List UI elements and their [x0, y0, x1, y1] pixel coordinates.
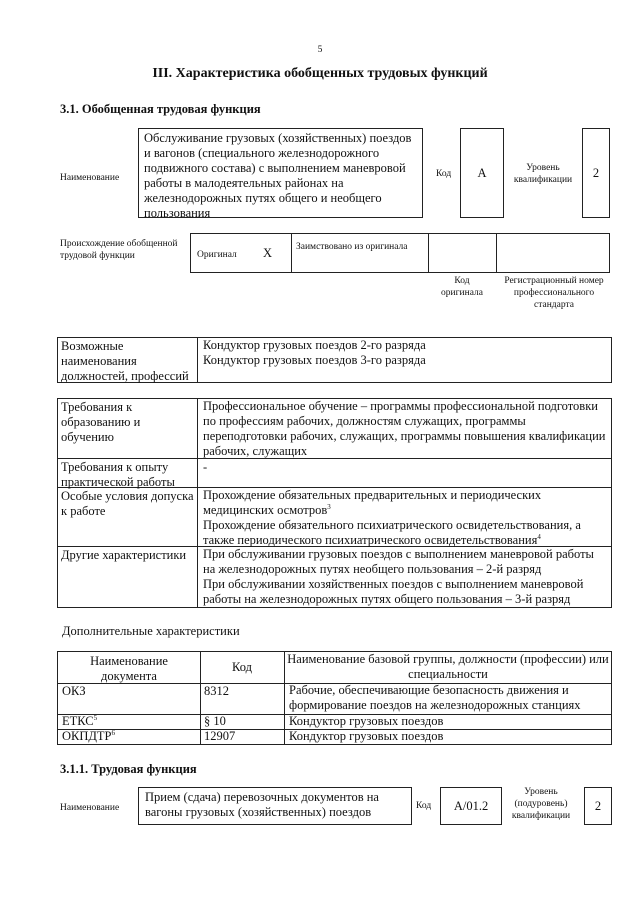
gtf-name-value: Обслуживание грузовых (хозяйственных) поездов и вагонов (специального железнодорожного подвижного состава) с выполнением маневровой работы в малодеятельных районах на железнодорожных путях общего и необщего пользования: [144, 131, 412, 220]
positions-label: Возможные наименования должностей, профессий: [61, 339, 189, 383]
req-education-label: Требования к образованию и обучению: [61, 400, 141, 444]
tf-code-box: [440, 787, 502, 825]
position-item: Кондуктор грузовых поездов 3-го разряда: [203, 353, 426, 367]
subsection-title: 3.1. Обобщенная трудовая функция: [60, 102, 261, 116]
origin-reg-caption: Регистрационный номер профессионального стандарта: [504, 276, 604, 310]
req-other-text-1: При обслуживании грузовых поездов с выполнением маневровой работы на железнодорожных путях необщего пользования – 2-й разряд: [203, 547, 594, 576]
additional-row-name: Кондуктор грузовых поездов: [289, 729, 444, 743]
req-special-text-1: Прохождение обязательных предварительных и периодических медицинских осмотров: [203, 488, 542, 517]
origin-original-mark: X: [263, 246, 273, 260]
gtf-name-label: Наименование: [60, 173, 120, 183]
origin-borrowed-label: Заимствовано из оригинала: [296, 242, 408, 252]
gtf-level-box: [582, 128, 610, 218]
footnote-mark: 5: [93, 713, 98, 722]
gtf-code-label: Код: [436, 169, 452, 179]
tf-level-label: Уровень (подуровень) квалификации: [511, 787, 571, 821]
origin-table: [190, 233, 610, 273]
additional-row-code: 8312: [204, 684, 229, 698]
additional-row-name: Рабочие, обеспечивающие безопасность движения и формирование поездов на железнодорожных станциях: [289, 683, 581, 712]
gtf-name-box: [138, 128, 423, 218]
req-special-value: [203, 488, 609, 548]
page-number: 5: [317, 45, 323, 55]
tf-level-box: [584, 787, 612, 825]
footnote-mark: 4: [537, 532, 541, 541]
tf-code-value: A/01.2: [453, 799, 489, 813]
tf-name-value: Прием (сдача) перевозочных документов на вагоны грузовых (хозяйственных) поездов: [145, 790, 379, 819]
req-other-text-2: При обслуживании хозяйственных поездов с выполнением маневровой работы на железнодорожных путях общего пользования – 3-й разряд: [203, 577, 584, 606]
additional-header-name: Наименование базовой группы, должности (профессии) или специальности: [287, 652, 609, 681]
origin-code-caption: Код оригинала: [441, 276, 483, 298]
req-experience-label: Требования к опыту практической работы: [61, 460, 175, 489]
gtf-level-label: Уровень квалификации: [513, 163, 573, 185]
req-other-label: Другие характеристики: [61, 548, 187, 562]
additional-row-name: Кондуктор грузовых поездов: [289, 714, 444, 728]
req-special-text-2: Прохождение обязательного психиатрического освидетельствования, а также периодического психиатрического освидетельствования: [203, 518, 581, 547]
additional-header-doc: Наименование документа: [90, 654, 168, 683]
tf-name-label: Наименование: [60, 803, 120, 813]
tf-code-label: Код: [416, 801, 432, 811]
additional-row-doc: ОКПДТР$^6$: [62, 728, 116, 743]
gtf-code-box: [460, 128, 504, 218]
gtf-code-value: А: [477, 166, 487, 180]
additional-row-code: § 10: [204, 714, 226, 728]
additional-row-code: 12907: [204, 729, 236, 743]
gtf-level-value: 2: [592, 166, 600, 180]
req-experience-value: -: [203, 460, 208, 474]
tf-level-value: 2: [594, 799, 602, 813]
origin-label: Происхождение обобщенной трудовой функции: [60, 239, 178, 261]
additional-row-doc: ЕТКС$^5$: [62, 713, 98, 728]
req-special-label: Особые условия допуска к работе: [61, 489, 194, 518]
additional-header-code: Код: [232, 660, 252, 674]
req-education-value: Профессиональное обучение – программы профессиональной подготовки по профессиям рабочих, должностям служащих, программы переподготовки рабочих, служащих, программы повышения квалификации рабочих, служащих: [203, 399, 606, 458]
req-other-value: [203, 547, 609, 607]
additional-title: Дополнительные характеристики: [62, 624, 240, 638]
section-title: III. Характеристика обобщенных трудовых функций: [152, 66, 488, 81]
additional-row-doc: ОКЗ: [62, 684, 86, 698]
footnote-mark: 3: [327, 502, 331, 511]
footnote-mark: 6: [111, 728, 116, 737]
tf-title: 3.1.1. Трудовая функция: [60, 762, 197, 776]
origin-original-label: Оригинал: [197, 250, 237, 260]
tf-name-box: [138, 787, 412, 825]
position-item: Кондуктор грузовых поездов 2-го разряда: [203, 338, 426, 352]
